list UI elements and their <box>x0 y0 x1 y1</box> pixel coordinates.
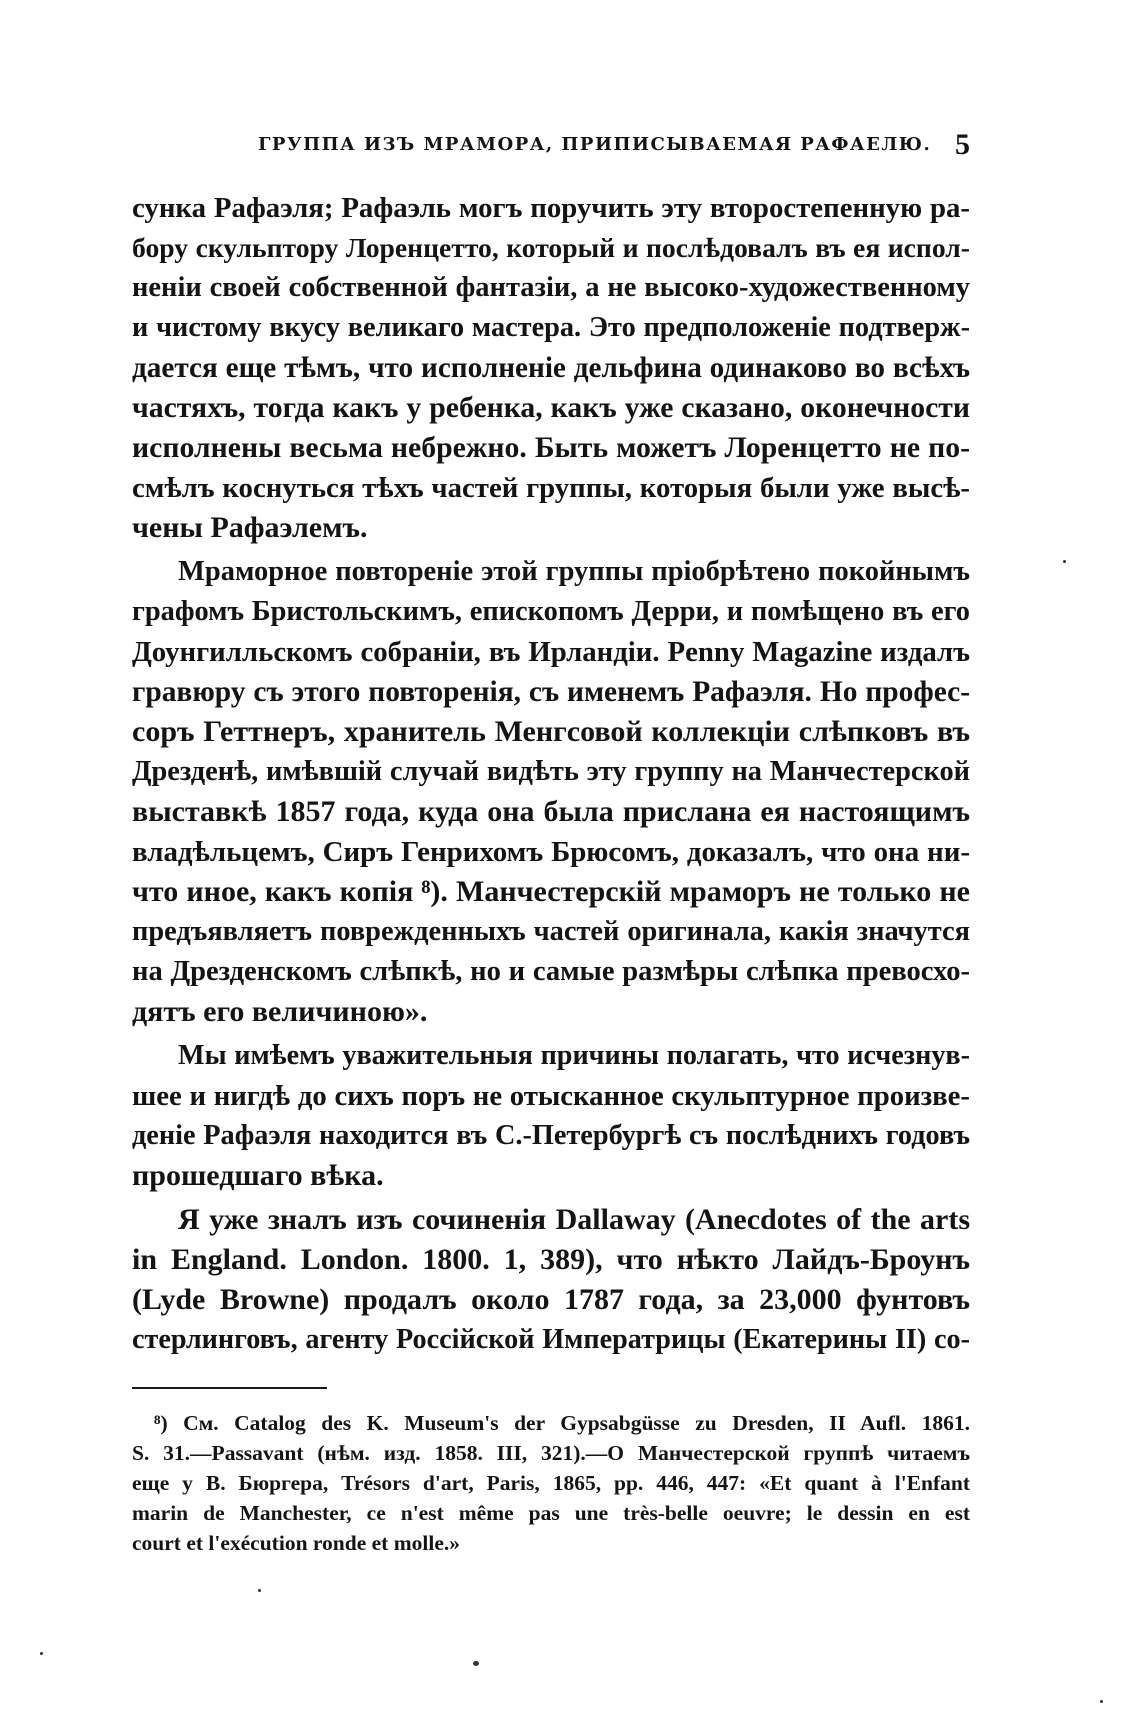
page-number: 5 <box>955 128 970 161</box>
scan-speck <box>1100 1700 1103 1703</box>
running-head <box>250 128 970 164</box>
text-line: смѣлъ коснуться тѣхъ частей группы, которыя были уже высѣ- <box>132 472 970 504</box>
paragraph <box>132 1200 970 1360</box>
text-line: стерлинговъ, агенту Россійской Императрицы (Екатерины II) со- <box>132 1324 970 1355</box>
text-line: деніе Рафаэля находится въ С.-Петербургѣ съ послѣднихъ годовъ <box>132 1120 970 1151</box>
text-line: in England. London. 1800. 1, 389), что нѣкто Лайдъ-Броунъ <box>132 1243 970 1276</box>
text-line: Мраморное повтореніе этой группы пріобрѣтено покойнымъ <box>178 556 970 587</box>
scan-speck <box>1063 560 1066 563</box>
footnote-line: court et l'exécution ronde et molle.» <box>132 1531 460 1555</box>
text-line: владѣльцемъ, Сиръ Генрихомъ Брюсомъ, доказалъ, что она ни- <box>132 836 970 868</box>
text-line: что иное, какъ копія ⁸). Манчестерскій мраморъ не только не <box>132 875 970 908</box>
body-text <box>132 188 970 1360</box>
text-line: гравюру съ этого повторенія, съ именемъ Рафаэля. Но профес- <box>132 676 970 708</box>
text-line: прошедшаго вѣка. <box>132 1159 384 1192</box>
text-line: на Дрезденскомъ слѣпкѣ, но и самые размѣры слѣпка превосхо- <box>132 956 970 987</box>
paragraph <box>132 188 970 548</box>
text-line: Мы имѣемъ уважительныя причины полагать, что исчезнув- <box>178 1040 970 1071</box>
running-title: ГРУППА ИЗЪ МРАМОРА, ПРИПИСЫВАЕМАЯ РАФАЕЛЮ. <box>258 134 932 155</box>
text-line: (Lyde Browne) продалъ около 1787 года, за 23,000 фунтовъ <box>132 1283 970 1316</box>
text-line: Я уже зналъ изъ сочиненія Dallaway (Anecdotes of the arts <box>178 1203 970 1236</box>
footnote-line: S. 31.—Passavant (нѣм. изд. 1858. III, 321).—О Манчестерской группѣ читаемъ <box>132 1441 970 1465</box>
text-line: дается еще тѣмъ, что исполненіе дельфина одинаково во всѣхъ <box>132 352 970 384</box>
text-line: чены Рафаэлемъ. <box>132 511 368 544</box>
text-line: дятъ его величиною». <box>132 995 428 1028</box>
text-line: графомъ Бристольскимъ, епископомъ Дерри, и помѣщено въ его <box>132 596 970 627</box>
scan-speck <box>40 1652 43 1655</box>
text-line: и чистому вкусу великаго мастера. Это предположеніе подтверж- <box>132 312 970 343</box>
paragraph <box>132 552 970 1032</box>
text-line: Доунгилльскомъ собраніи, въ Ирландіи. Penny Magazine издалъ <box>132 636 970 668</box>
paragraph <box>132 1036 970 1196</box>
footnote-rule <box>132 1387 327 1389</box>
scan-speck <box>258 1589 261 1592</box>
text-line: соръ Геттнеръ, хранитель Менгсовой коллекціи слѣпковъ въ <box>132 715 970 748</box>
footnote-line: ⁸) См. Catalog des K. Museum's der Gypsabgüsse zu Dresden, II Aufl. 1861. <box>154 1411 970 1435</box>
footnote-line: еще у В. Бюргера, Trésors d'art, Paris, 1865, pp. 446, 447: «Et quant à l'Enfant <box>132 1471 970 1495</box>
footnote-line: marin de Manchester, ce n'est même pas une très-belle oeuvre; le dessin en est <box>132 1501 970 1525</box>
footnote <box>132 1408 970 1558</box>
text-line: предъявляетъ поврежденныхъ частей оригинала, какія значутся <box>132 916 970 947</box>
text-line: неніи своей собственной фантазіи, а не высоко-художественному <box>132 272 970 303</box>
text-line: частяхъ, тогда какъ у ребенка, какъ уже сказано, оконечности <box>132 392 970 424</box>
text-line: Дрезденѣ, имѣвшій случай видѣть эту группу на Манчестерской <box>132 756 970 787</box>
scan-speck <box>473 1661 479 1666</box>
text-line: исполнены весьма небрежно. Быть можетъ Лоренцетто не по- <box>132 431 970 464</box>
text-line: сунка Рафаэля; Рафаэль могъ поручить эту второстепенную ра- <box>132 192 970 224</box>
text-line: выставкѣ 1857 года, куда она была прислана ея настоящимъ <box>132 795 970 828</box>
text-line: бору скульптору Лоренцетто, который и послѣдовалъ въ ея испол- <box>132 232 970 263</box>
text-line: шее и нигдѣ до сихъ поръ не отысканное скульптурное произве- <box>132 1080 970 1112</box>
